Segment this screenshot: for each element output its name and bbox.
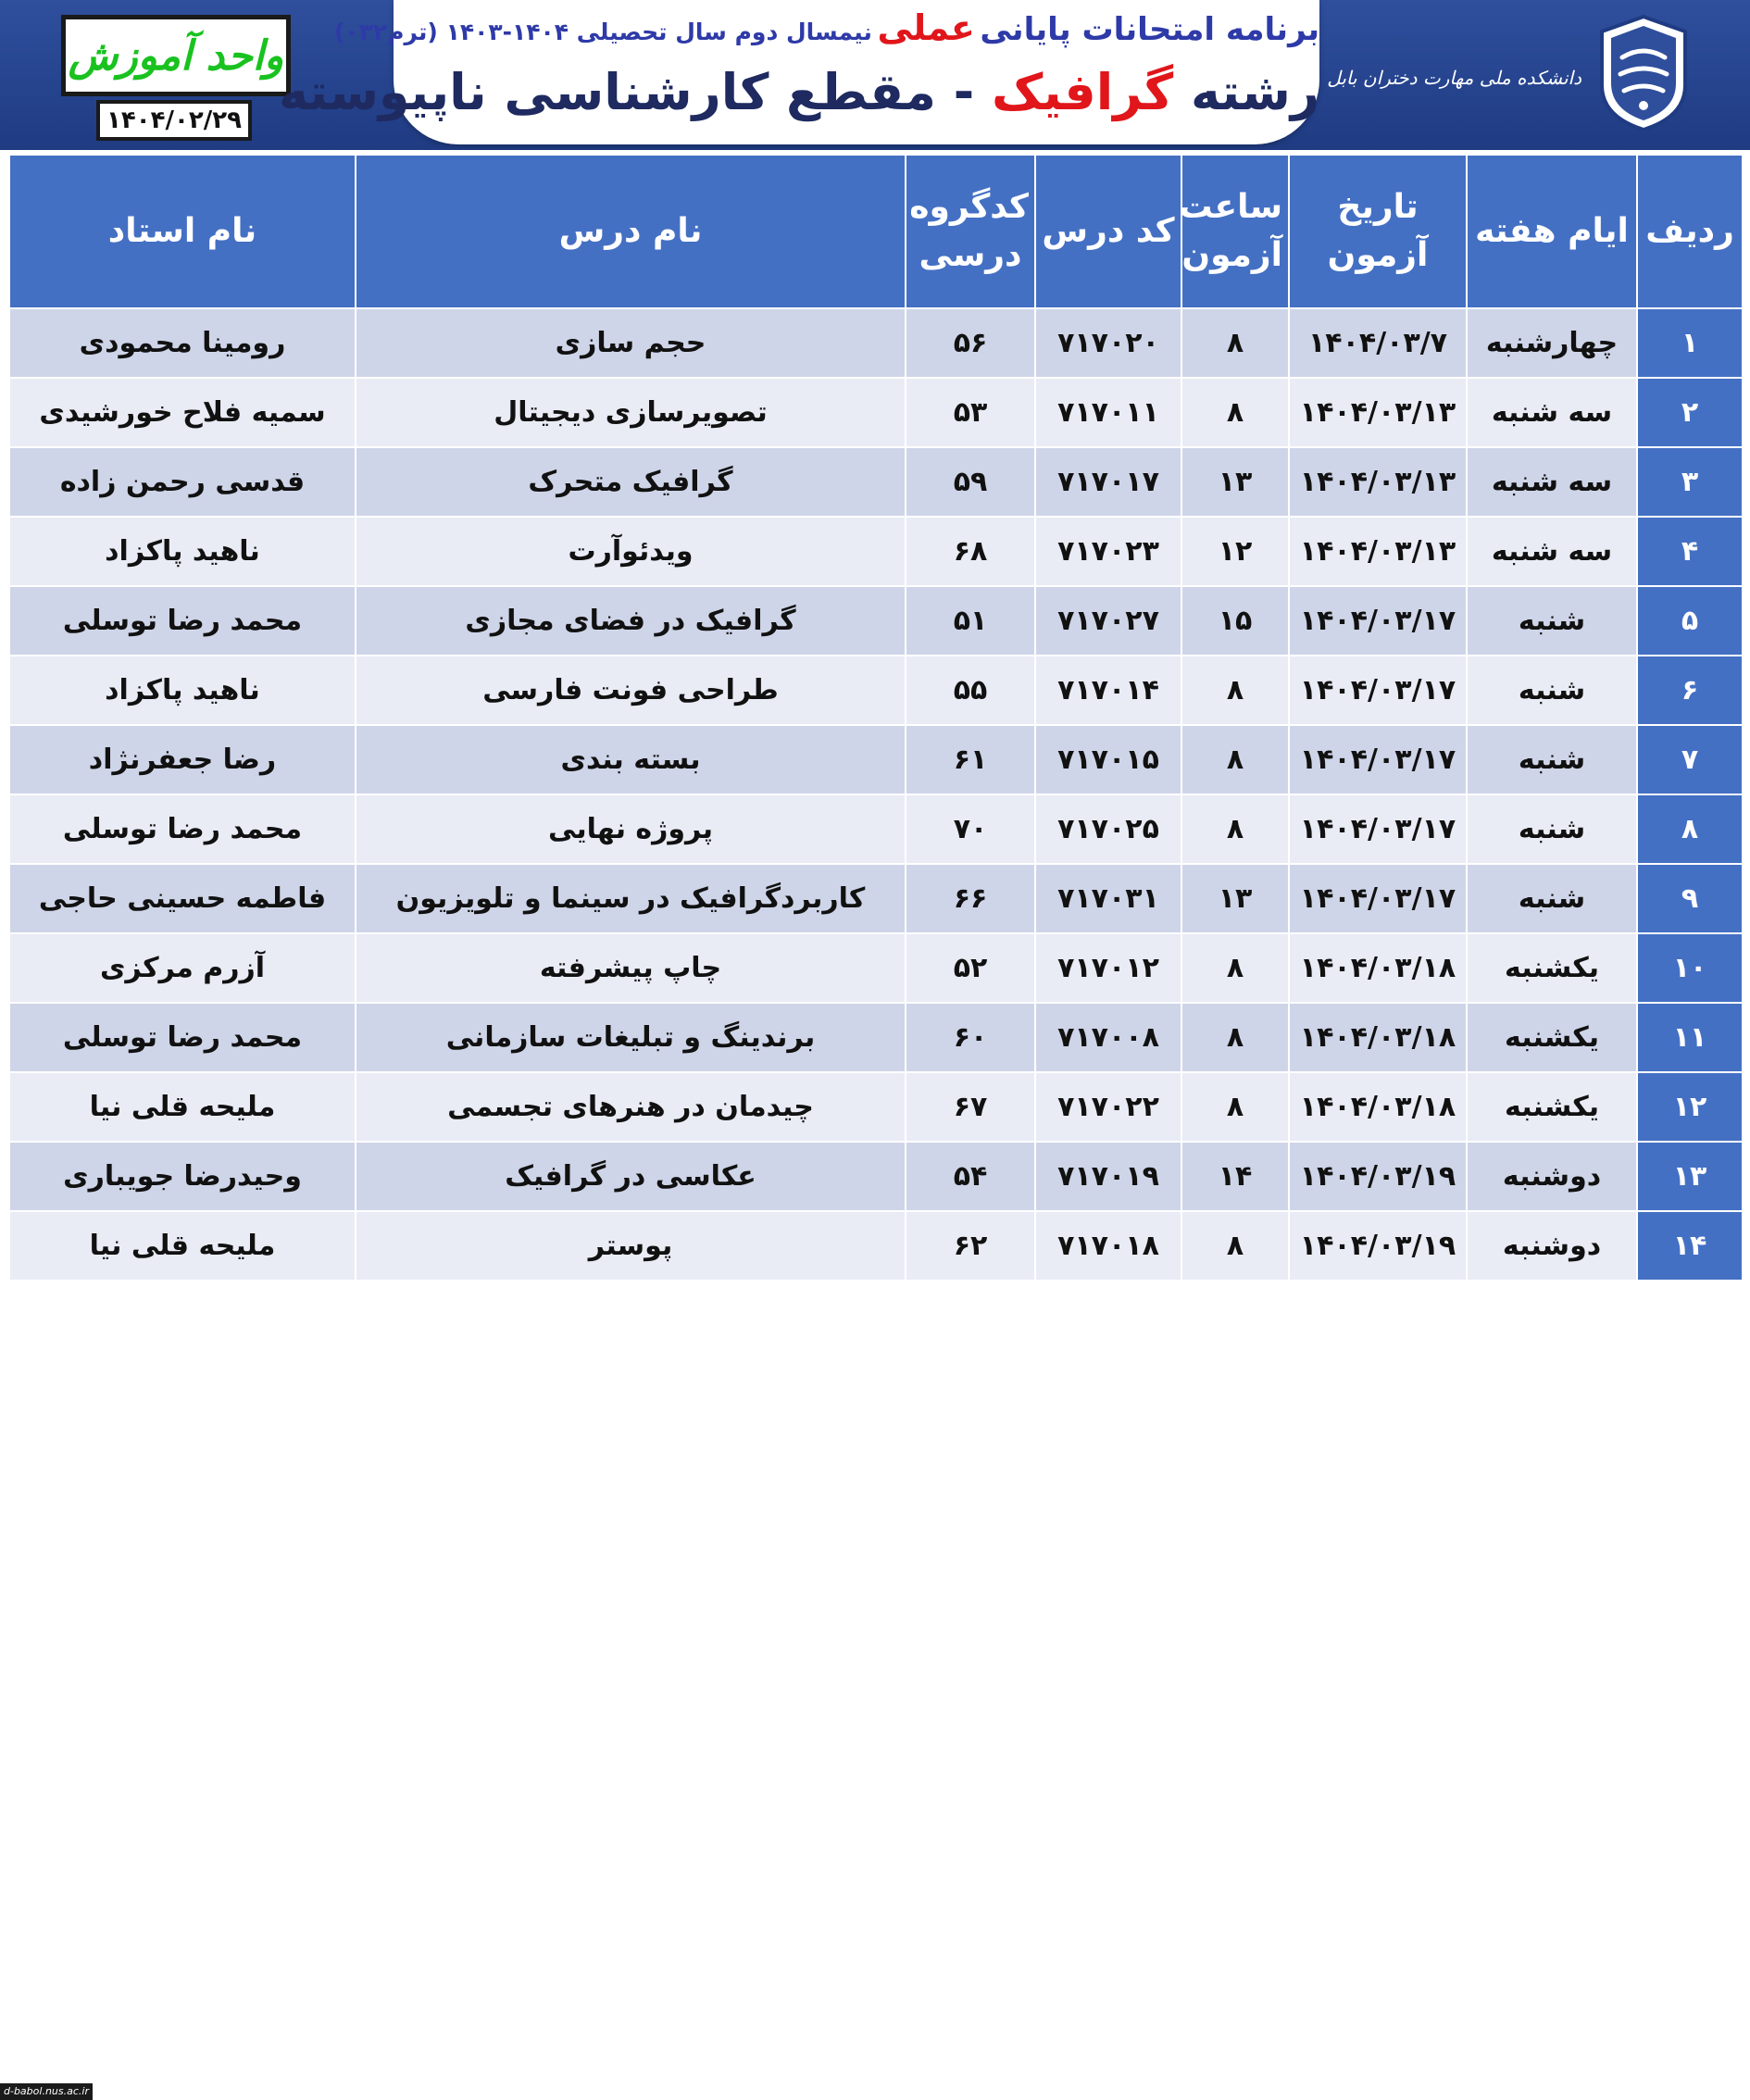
exam-schedule-table [8,154,1744,1281]
table-row [10,656,1742,724]
instructor-name-cell: محمد رضا توسلی [10,795,355,863]
exam-hour-cell: ۱۳ [1182,448,1288,516]
exam-date-cell: ۱۴۰۴/۰۳/۱۳ [1290,379,1466,446]
exam-hour-cell: ۸ [1182,795,1288,863]
subtitle-part1: رشته [1191,63,1319,121]
instructor-name-cell: محمد رضا توسلی [10,1004,355,1071]
weekday-cell: یکشنبه [1468,934,1636,1002]
exam-date-cell: ۱۴۰۴/۰۳/۱۳ [1290,448,1466,516]
title-part2: نیمسال دوم سال تحصیلی ۱۴۰۴-۱۴۰۳ (ترم۰۳۲) [333,19,872,45]
column-header: کدگروه درسی [906,156,1034,307]
course-name-cell: ویدئوآرت [356,518,905,585]
column-header: ایام هفته [1468,156,1636,307]
group-code-cell: ۶۸ [906,518,1034,585]
group-code-cell: ۵۵ [906,656,1034,724]
exam-hour-cell: ۸ [1182,379,1288,446]
column-header: تاریخ آزمون [1290,156,1466,307]
course-code-cell: ۷۱۷۰۲۷ [1036,587,1181,655]
weekday-cell: شنبه [1468,726,1636,794]
course-name-cell: پوستر [356,1212,905,1280]
group-code-cell: ۶۷ [906,1073,1034,1141]
group-code-cell: ۷۰ [906,795,1034,863]
course-code-cell: ۷۱۷۰۱۱ [1036,379,1181,446]
table-row [10,1004,1742,1071]
course-code-cell: ۷۱۷۰۲۰ [1036,309,1181,377]
column-header: ساعت آزمون [1182,156,1288,307]
instructor-name-cell: آزرم مرکزی [10,934,355,1002]
exam-date-cell: ۱۴۰۴/۰۳/۱۹ [1290,1212,1466,1280]
row-number-cell: ۱۴ [1638,1212,1742,1280]
table-row [10,1143,1742,1210]
course-name-cell: تصویرسازی دیجیتال [356,379,905,446]
column-header: کد درس [1036,156,1181,307]
course-code-cell: ۷۱۷۰۳۱ [1036,865,1181,932]
instructor-name-cell: رضا جعفرنژاد [10,726,355,794]
exam-date-cell: ۱۴۰۴/۰۳/۱۸ [1290,1004,1466,1071]
course-name-cell: گرافیک متحرک [356,448,905,516]
weekday-cell: سه شنبه [1468,379,1636,446]
table-row [10,726,1742,794]
course-name-cell: برندینگ و تبلیغات سازمانی [356,1004,905,1071]
title-emphasis: عملی [877,7,975,48]
group-code-cell: ۵۲ [906,934,1034,1002]
course-code-cell: ۷۱۷۰۲۲ [1036,1073,1181,1141]
exam-date-cell: ۱۴۰۴/۰۳/۱۷ [1290,726,1466,794]
exam-date-cell: ۱۴۰۴/۰۳/۱۸ [1290,1073,1466,1141]
course-name-cell: کاربردگرافیک در سینما و تلویزیون [356,865,905,932]
weekday-cell: شنبه [1468,795,1636,863]
column-header: ردیف [1638,156,1742,307]
weekday-cell: شنبه [1468,656,1636,724]
instructor-name-cell: ملیحه قلی نیا [10,1212,355,1280]
row-number-cell: ۹ [1638,865,1742,932]
weekday-cell: شنبه [1468,865,1636,932]
course-name-cell: چاپ پیشرفته [356,934,905,1002]
exam-date-cell: ۱۴۰۴/۰۳/۱۹ [1290,1143,1466,1210]
exam-hour-cell: ۸ [1182,1212,1288,1280]
group-code-cell: ۶۲ [906,1212,1034,1280]
exam-hour-cell: ۸ [1182,309,1288,377]
title-part1: برنامه امتحانات پایانی [980,11,1319,48]
weekday-cell: سه شنبه [1468,448,1636,516]
group-code-cell: ۶۶ [906,865,1034,932]
weekday-cell: دوشنبه [1468,1212,1636,1280]
course-name-cell: عکاسی در گرافیک [356,1143,905,1210]
row-number-cell: ۳ [1638,448,1742,516]
weekday-cell: یکشنبه [1468,1073,1636,1141]
table-row [10,379,1742,446]
row-number-cell: ۸ [1638,795,1742,863]
row-number-cell: ۱۳ [1638,1143,1742,1210]
course-code-cell: ۷۱۷۰۱۵ [1036,726,1181,794]
column-header: نام درس [356,156,905,307]
table-header-row [10,156,1742,307]
course-name-cell: پروژه نهایی [356,795,905,863]
table-row [10,1212,1742,1280]
weekday-cell: شنبه [1468,587,1636,655]
group-code-cell: ۵۴ [906,1143,1034,1210]
course-code-cell: ۷۱۷۰۰۸ [1036,1004,1181,1071]
weekday-cell: چهارشنبه [1468,309,1636,377]
title-card [279,0,1319,144]
exam-hour-cell: ۱۴ [1182,1143,1288,1210]
column-header: نام استاد [10,156,355,307]
table-row [10,309,1742,377]
subtitle-part2: - مقطع کارشناسی ناپیوسته [279,63,975,121]
exam-date-cell: ۱۴۰۴/۰۳/۷ [1290,309,1466,377]
row-number-cell: ۴ [1638,518,1742,585]
row-number-cell: ۷ [1638,726,1742,794]
exam-hour-cell: ۸ [1182,934,1288,1002]
instructor-name-cell: ملیحه قلی نیا [10,1073,355,1141]
group-code-cell: ۵۳ [906,379,1034,446]
header-band [0,0,1750,150]
logo-text: دانشکده ملی مهارت دختران بابل [1327,67,1581,89]
course-code-cell: ۷۱۷۰۲۳ [1036,518,1181,585]
unit-label: واحد آموزش [68,31,284,80]
page-subtitle [279,63,1319,121]
row-number-cell: ۲ [1638,379,1742,446]
group-code-cell: ۵۱ [906,587,1034,655]
exam-hour-cell: ۸ [1182,1073,1288,1141]
course-code-cell: ۷۱۷۰۱۸ [1036,1212,1181,1280]
university-logo [1327,13,1694,138]
table-row [10,448,1742,516]
table-row [10,518,1742,585]
instructor-name-cell: رومینا محمودی [10,309,355,377]
weekday-cell: سه شنبه [1468,518,1636,585]
table-row [10,795,1742,863]
exam-date-cell: ۱۴۰۴/۰۳/۱۳ [1290,518,1466,585]
unit-stamp [61,15,291,96]
subtitle-emphasis: گرافیک [992,63,1174,121]
course-name-cell: حجم سازی [356,309,905,377]
course-code-cell: ۷۱۷۰۲۵ [1036,795,1181,863]
exam-date-cell: ۱۴۰۴/۰۳/۱۷ [1290,865,1466,932]
row-number-cell: ۶ [1638,656,1742,724]
course-code-cell: ۷۱۷۰۱۷ [1036,448,1181,516]
group-code-cell: ۵۹ [906,448,1034,516]
row-number-cell: ۱۲ [1638,1073,1742,1141]
exam-date-cell: ۱۴۰۴/۰۳/۱۷ [1290,587,1466,655]
announcement-date: ۱۴۰۴/۰۲/۲۹ [106,106,242,134]
exam-hour-cell: ۱۵ [1182,587,1288,655]
course-name-cell: بسته بندی [356,726,905,794]
group-code-cell: ۶۰ [906,1004,1034,1071]
exam-hour-cell: ۸ [1182,656,1288,724]
instructor-name-cell: ناهید پاکزاد [10,518,355,585]
course-name-cell: طراحی فونت فارسی [356,656,905,724]
instructor-name-cell: قدسی رحمن زاده [10,448,355,516]
exam-date-cell: ۱۴۰۴/۰۳/۱۸ [1290,934,1466,1002]
table-row [10,865,1742,932]
course-code-cell: ۷۱۷۰۱۴ [1036,656,1181,724]
instructor-name-cell: سمیه فلاح خورشیدی [10,379,355,446]
group-code-cell: ۵۶ [906,309,1034,377]
group-code-cell: ۶۱ [906,726,1034,794]
exam-hour-cell: ۱۳ [1182,865,1288,932]
row-number-cell: ۱ [1638,309,1742,377]
row-number-cell: ۵ [1638,587,1742,655]
instructor-name-cell: ناهید پاکزاد [10,656,355,724]
row-number-cell: ۱۰ [1638,934,1742,1002]
course-name-cell: گرافیک در فضای مجازی [356,587,905,655]
date-stamp [96,100,252,141]
page-title [333,7,1319,48]
university-emblem-icon [1593,13,1694,133]
exam-hour-cell: ۱۲ [1182,518,1288,585]
exam-hour-cell: ۸ [1182,726,1288,794]
table-row [10,1073,1742,1141]
instructor-name-cell: وحیدرضا جویباری [10,1143,355,1210]
course-code-cell: ۷۱۷۰۱۲ [1036,934,1181,1002]
course-code-cell: ۷۱۷۰۱۹ [1036,1143,1181,1210]
weekday-cell: یکشنبه [1468,1004,1636,1071]
instructor-name-cell: فاطمه حسینی حاجی [10,865,355,932]
exam-date-cell: ۱۴۰۴/۰۳/۱۷ [1290,656,1466,724]
footer-url: d-babol.nus.ac.ir [0,2083,93,2100]
weekday-cell: دوشنبه [1468,1143,1636,1210]
exam-hour-cell: ۸ [1182,1004,1288,1071]
exam-date-cell: ۱۴۰۴/۰۳/۱۷ [1290,795,1466,863]
table-row [10,934,1742,1002]
row-number-cell: ۱۱ [1638,1004,1742,1071]
instructor-name-cell: محمد رضا توسلی [10,587,355,655]
course-name-cell: چیدمان در هنرهای تجسمی [356,1073,905,1141]
table-row [10,587,1742,655]
